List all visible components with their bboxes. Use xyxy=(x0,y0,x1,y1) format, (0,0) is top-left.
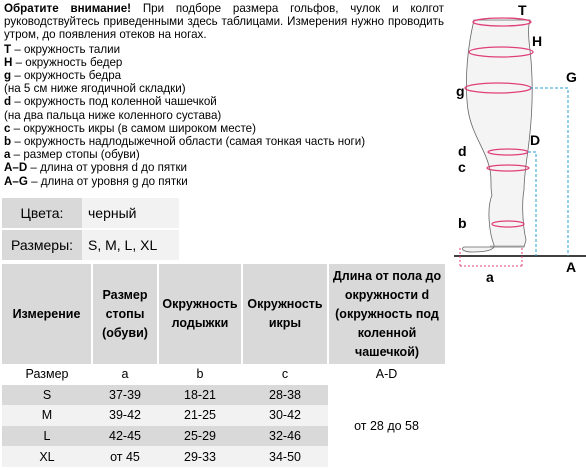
notice-paragraph xyxy=(4,2,444,42)
length-guides xyxy=(528,88,568,256)
table-row: M 39-42 21-25 30-42 xyxy=(2,405,445,426)
table-row: S 37-39 18-21 28-38 от 28 до 58 xyxy=(2,385,445,406)
label-a: a xyxy=(486,269,494,285)
legend-line: g – окружность бедра xyxy=(4,69,122,83)
table-row: XL от 45 29-33 34-50 xyxy=(2,446,445,467)
legend-line: (на 5 см ниже ягодичной складки) xyxy=(4,82,186,96)
header-length-ad: Длина от пола до окружности d (окружность под коленной чашечкой) xyxy=(328,264,445,364)
legend-line: T – окружность талии xyxy=(4,42,121,56)
sizes-label: Размеры: xyxy=(2,228,82,260)
leg-measurement-diagram xyxy=(446,0,586,290)
notice-title: Обратите внимание! xyxy=(4,2,132,15)
label-d-upper: D xyxy=(530,132,541,148)
label-b: b xyxy=(458,215,467,231)
table-row: L 42-45 25-29 32-46 xyxy=(2,426,445,447)
intro-text xyxy=(4,2,444,188)
header-calf: Окружность икры xyxy=(242,264,328,364)
legend-line: a – размер стопы (обуви) xyxy=(4,148,140,162)
legend-line: c – окружность икры (в самом широком месте) xyxy=(4,121,256,135)
product-info-box xyxy=(2,198,179,260)
colors-label: Цвета: xyxy=(2,198,82,228)
size-table-header xyxy=(2,264,445,364)
colors-row xyxy=(2,198,179,228)
label-g: g xyxy=(456,83,465,99)
legend-line: d – окружность под коленной чашечкой xyxy=(4,95,217,109)
label-t: T xyxy=(518,2,527,18)
sizes-row xyxy=(2,228,179,260)
notice-body: При подборе размера гольфов, чулок и колгот руководствуйтесь приведенными здесь таблицами. Измерения нужно проводить утром, до появления отеков на ногах. xyxy=(4,2,444,42)
size-table xyxy=(2,264,445,467)
legend-line: A–D – длина от уровня d до пятки xyxy=(4,161,188,175)
header-foot-size: Размер стопы (обуви) xyxy=(92,264,158,364)
legend-line: b – окружность надлодыжечной области (самая тонкая часть ноги) xyxy=(4,135,366,149)
colors-value: черный xyxy=(82,198,179,228)
legend-line: A–G – длина от уровня g до пятки xyxy=(4,174,188,188)
label-g-upper: G xyxy=(566,69,577,85)
legend-line: H – окружность бедер xyxy=(4,55,123,69)
legend-line: (на два пальца ниже коленного сустава) xyxy=(4,108,222,122)
label-c: c xyxy=(458,159,466,175)
label-d: d xyxy=(458,143,467,159)
sizes-value: S, M, L, XL xyxy=(82,228,179,260)
length-ad-range: от 28 до 58 xyxy=(328,385,445,467)
header-measurement: Измерение xyxy=(2,264,92,364)
label-a-upper: A xyxy=(566,259,577,275)
header-ankle: Окружность лодыжки xyxy=(158,264,242,364)
label-h: H xyxy=(532,33,543,49)
size-table-subheader: Размер a b c A-D xyxy=(2,364,445,385)
